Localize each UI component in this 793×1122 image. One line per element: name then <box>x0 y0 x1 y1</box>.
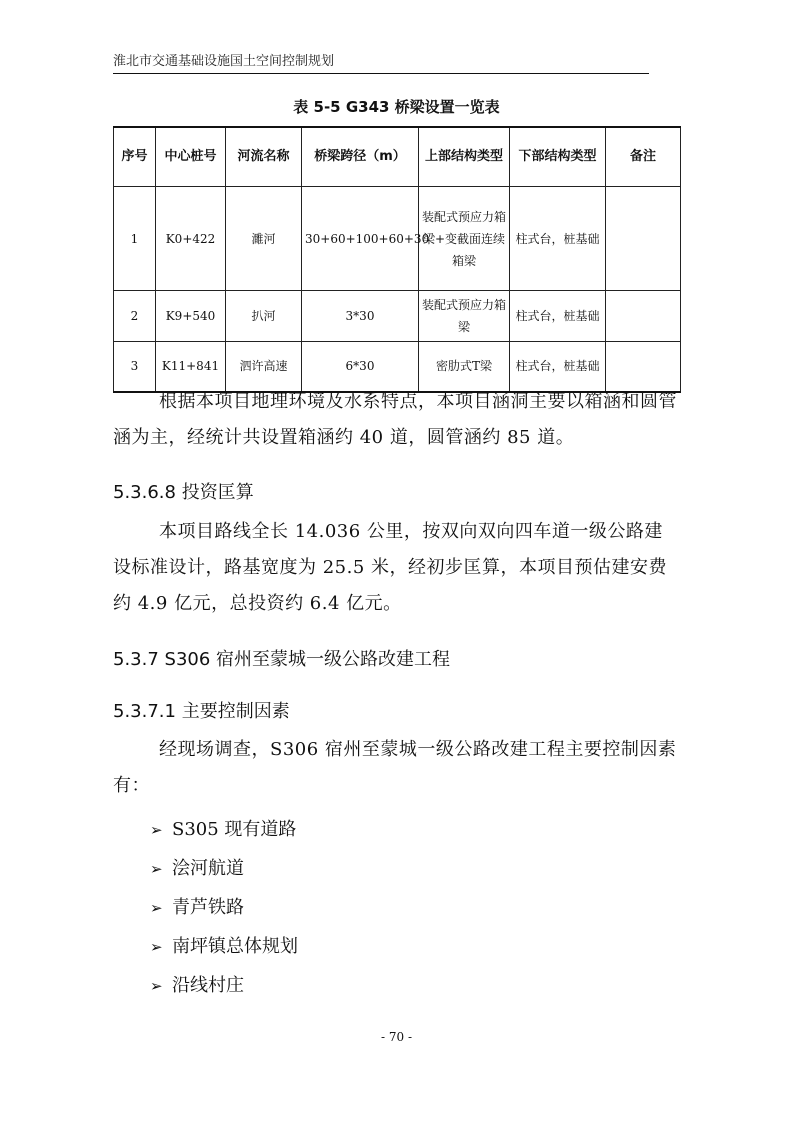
investment-text: 本项目路线全长 14.036 公里，按双向双向四车道一级公路建设标准设计，路基宽度为 25.5 米，经初步匡算，本项目预估建安费约 4.9 亿元，总投资约 6.4 亿元。 <box>113 521 668 614</box>
cell-no: 3 <box>114 342 156 392</box>
table-row <box>114 291 681 342</box>
investment-paragraph <box>113 514 680 622</box>
col-header-upper: 上部结构类型 <box>419 127 510 187</box>
table-title: 表 5-5 G343 桥梁设置一览表 <box>293 98 500 116</box>
arrow-bullet-icon: ➢ <box>150 820 163 839</box>
factors-intro-text: 经现场调查，S306 宿州至蒙城一级公路改建工程主要控制因素有： <box>113 739 677 796</box>
page-number: - 70 - <box>380 1030 412 1044</box>
cell-note <box>606 291 681 342</box>
list-item: ➢ 浍河航道 <box>150 849 298 888</box>
col-header-no: 序号 <box>114 127 156 187</box>
heading-investment: 5.3.6.8 投资匡算 <box>113 482 254 503</box>
list-item: ➢ S305 现有道路 <box>150 810 298 849</box>
col-header-lower: 下部结构类型 <box>510 127 606 187</box>
culvert-text: 根据本项目地理环境及水系特点，本项目涵洞主要以箱涵和圆管涵为主，经统计共设置箱涵约 40 道，圆管涵约 85 道。 <box>113 391 677 448</box>
arrow-bullet-icon: ➢ <box>150 976 163 995</box>
cell-station: K11+841 <box>156 342 226 392</box>
heading-control-factors: 5.3.7.1 主要控制因素 <box>113 701 290 722</box>
cell-river: 濉河 <box>226 187 302 291</box>
cell-station: K0+422 <box>156 187 226 291</box>
bridge-table <box>113 126 681 393</box>
cell-upper: 装配式预应力箱梁+变截面连续箱梁 <box>419 187 510 291</box>
arrow-bullet-icon: ➢ <box>150 898 163 917</box>
cell-upper: 密肋式T梁 <box>419 342 510 392</box>
cell-span: 3*30 <box>302 291 419 342</box>
cell-span: 6*30 <box>302 342 419 392</box>
arrow-bullet-icon: ➢ <box>150 937 163 956</box>
header-rule <box>113 73 649 74</box>
control-factor-list <box>150 810 298 1005</box>
cell-note <box>606 187 681 291</box>
col-header-river: 河流名称 <box>226 127 302 187</box>
cell-station: K9+540 <box>156 291 226 342</box>
cell-lower: 柱式台，桩基础 <box>510 291 606 342</box>
col-header-station: 中心桩号 <box>156 127 226 187</box>
cell-lower: 柱式台，桩基础 <box>510 187 606 291</box>
col-header-note: 备注 <box>606 127 681 187</box>
table-header-row <box>114 127 681 187</box>
heading-s306: 5.3.7 S306 宿州至蒙城一级公路改建工程 <box>113 649 451 670</box>
cell-river: 扒河 <box>226 291 302 342</box>
cell-upper: 装配式预应力箱梁 <box>419 291 510 342</box>
factors-intro-paragraph <box>113 732 680 804</box>
list-item: ➢ 沿线村庄 <box>150 966 298 1005</box>
cell-lower: 柱式台，桩基础 <box>510 342 606 392</box>
list-item: ➢ 南坪镇总体规划 <box>150 927 298 966</box>
culvert-paragraph <box>113 384 680 456</box>
cell-no: 2 <box>114 291 156 342</box>
cell-span: 30+60+100+60+30 <box>302 187 419 291</box>
list-item: ➢ 青芦铁路 <box>150 888 298 927</box>
cell-no: 1 <box>114 187 156 291</box>
running-header: 淮北市交通基础设施国土空间控制规划 <box>113 54 335 69</box>
col-header-span: 桥梁跨径（m） <box>302 127 419 187</box>
table-row <box>114 187 681 291</box>
cell-river: 泗许高速 <box>226 342 302 392</box>
arrow-bullet-icon: ➢ <box>150 859 163 878</box>
